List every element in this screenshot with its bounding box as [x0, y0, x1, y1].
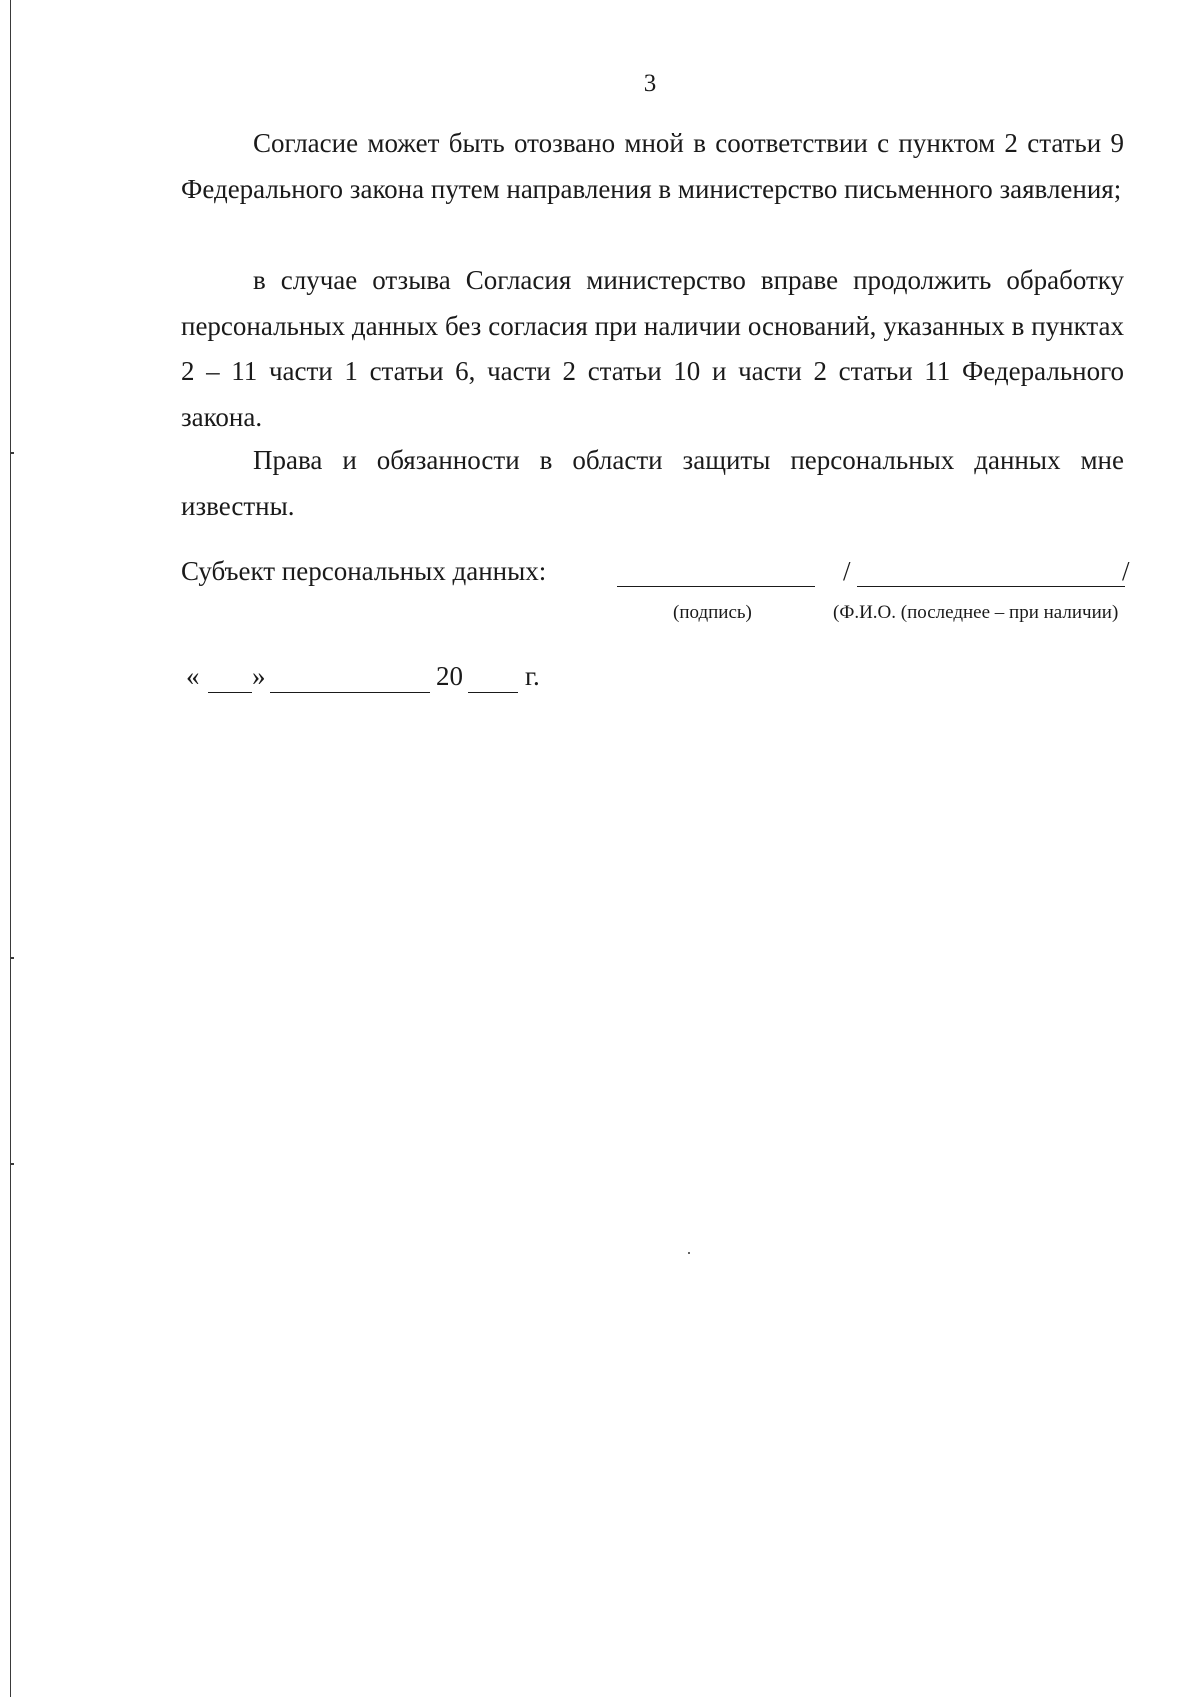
paragraph-text: в случае отзыва Согласия министерство вправе продолжить обработку персональных данных без согласия при наличии оснований, указанных в пунктах 2 – 11 части 1 статьи 6, части 2 статьи 10 и части 2 статьи 11 Федерального закона. — [181, 265, 1124, 432]
page-number: 3 — [643, 70, 657, 97]
scan-edge-line — [10, 0, 11, 1697]
date-year-suffix: г. — [525, 661, 540, 691]
paragraph-text: Согласие может быть отозвано мной в соответствии с пунктом 2 статьи 9 Федерального закона путем направления в министерство письменного заявления; — [181, 128, 1124, 204]
scan-edge-mark — [10, 452, 14, 454]
paragraph-rights-and-duties — [181, 438, 1124, 529]
subject-label: Субъект персональных данных: — [181, 556, 547, 586]
fio-caption: (Ф.И.О. (последнее – при наличии) — [833, 602, 1119, 623]
signature-line — [617, 586, 815, 587]
signature-caption: (подпись) — [673, 602, 752, 623]
paragraph-processing-after-withdrawal — [181, 258, 1124, 440]
fio-slash-left: / — [843, 556, 851, 586]
fio-line — [857, 586, 1125, 587]
fio-slash-right: / — [1122, 556, 1130, 586]
date-day-line — [208, 692, 252, 693]
date-year-prefix: 20 — [436, 661, 463, 691]
date-month-line — [270, 692, 430, 693]
date-quote-close: » — [252, 661, 266, 691]
paragraph-consent-withdrawal — [181, 121, 1124, 212]
paragraph-text: Права и обязанности в области защиты персональных данных мне известны. — [181, 445, 1124, 521]
date-quote-open: « — [186, 661, 200, 691]
scan-speck — [688, 1252, 690, 1254]
scan-edge-mark — [10, 957, 14, 959]
scan-edge-mark — [10, 1163, 14, 1165]
date-year-line — [468, 692, 518, 693]
